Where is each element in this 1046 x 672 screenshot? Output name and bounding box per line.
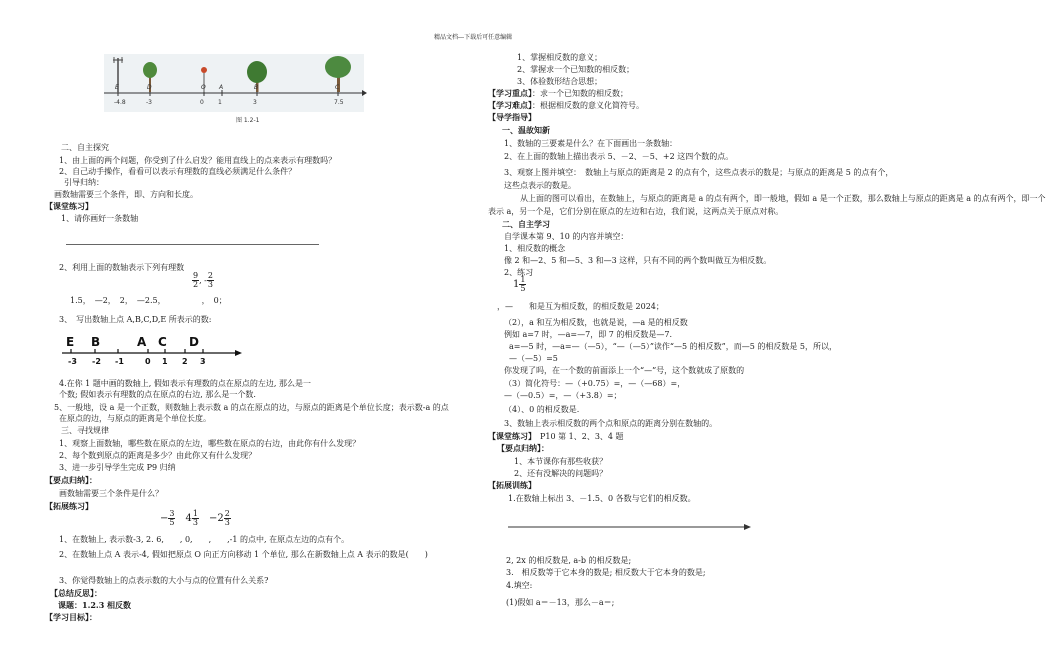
key-points-heading: 【要点归纳】： xyxy=(45,475,97,485)
axis-tick-label: -2 xyxy=(92,357,101,366)
practice-4b: 个数; 假如表示有理数的点在原点的右边, 那么是一个数. xyxy=(59,390,256,399)
figure-point-letter: B xyxy=(254,84,259,91)
summary-heading: 【总结反思】： xyxy=(50,588,102,598)
example-3: —（—5）=5 xyxy=(509,354,558,363)
practice-3: 3、 写出数轴上点 A,B,C,D,E 所表示的数: xyxy=(59,315,212,324)
axis-tick-label: 2 xyxy=(182,357,188,366)
exercise-1: ，— 和是互为相反数，的相反数是 2024； xyxy=(497,302,664,311)
question-1: 1、由上面的两个问题，你受到了什么启发？能用直线上的点来表示有理数吗？ xyxy=(59,156,337,165)
lesson-title: 课题：1.2.3 相反数 xyxy=(58,600,132,610)
guide-heading: 【导学指导】 xyxy=(488,112,536,122)
focus-line: 【学习重点】：求一个已知数的相反数； xyxy=(488,88,628,98)
figure-point-letter: O xyxy=(201,84,206,91)
exercise-heading: 2、练习 xyxy=(504,268,534,277)
axis-tick-label: 3 xyxy=(200,357,206,366)
practice-5a: 5、一般地，设 a 是一个正数，则数轴上表示数 a 的点在原点的边，与原点的距离是个单位长度；表示数-a 的点 xyxy=(54,403,449,412)
example-1: 例如 a=7 时，—a=—7，即 7 的相反数是—7. xyxy=(504,330,673,339)
axis-point-letter: D xyxy=(189,335,199,349)
negative-mixed-number: − 2 $\frac{2}{3}$ xyxy=(208,509,230,528)
rule-2: 2、每个数到原点的距离是多少？由此你又有什么发现？ xyxy=(59,451,257,460)
axis-point-letter: A xyxy=(137,335,147,349)
goals-heading: 【学习目标】： xyxy=(45,612,97,622)
key-points-text: 画数轴需要三个条件是什么？ xyxy=(59,489,163,498)
axis-tick-label: -3 xyxy=(68,357,77,366)
training-2: 2, 2x 的相反数是, a-b 的相反数是; xyxy=(506,556,632,565)
drawn-number-line xyxy=(66,244,319,245)
blank-number-line xyxy=(505,520,755,534)
number-line-abcde xyxy=(60,330,245,368)
reflection-2: 2、还有没解决的问题吗？ xyxy=(514,469,608,478)
rule-1: 1、观察上面数轴，哪些数在原点的左边，哪些数在原点的右边，由此你有什么发现？ xyxy=(59,439,361,448)
section-title: 二、自主学习 xyxy=(502,219,550,229)
page-header: 精品文档---下载后可任意编辑 xyxy=(434,34,513,41)
practice-1: 1、请你画好一条数轴 xyxy=(61,214,139,223)
concept-text: 像 2 和—2、5 和—5、3 和—3 这样，只有不同的两个数叫做互为相反数。 xyxy=(504,256,772,265)
fraction: $\frac{2}{3}$ xyxy=(207,271,213,290)
figure-point-value: -3 xyxy=(146,99,152,106)
rule-3: 3、进一步引导学生完成 P9 归纳 xyxy=(59,463,176,472)
practice-2-numbers: 1.5， —2， 2， —2.5， ， 0； xyxy=(70,296,227,305)
exercise-4: （4）、0 的相反数是. xyxy=(504,405,580,414)
concept-heading: 1、相反数的概念 xyxy=(504,244,566,253)
training-3: 3. 相反数等于它本身的数是; 相反数大于它本身的数是; xyxy=(506,568,706,577)
extension-2: 2、在数轴上点 A 表示-4, 假如把原点 O 向正方向移动 1 个单位, 那么在新数轴上点 A 表示的数是( ) xyxy=(59,550,428,559)
fraction-row xyxy=(160,510,231,528)
section-title: 三、寻找规律 xyxy=(61,426,109,435)
practice-line: 【课堂练习】 P10 第 1、2、3、4 题 xyxy=(488,431,624,441)
figure-point-value: 0 xyxy=(200,99,204,106)
difficulty-line: 【学习难点】：根据相反数的意义化简符号。 xyxy=(488,100,644,110)
fraction: $\frac{9}{2}$ xyxy=(193,271,199,290)
practice-2: 2、利用上面的数轴表示下列有理数 xyxy=(59,263,185,272)
section-title: 二、自主探究 xyxy=(61,143,109,152)
figure-point-letter: E xyxy=(115,84,119,91)
mixed-number: 4 $\frac{1}{3}$ xyxy=(185,509,198,528)
review-3a: 3、观察上图并填空： 数轴上与原点的距离是 2 的点有个，这些点表示的数是；与原点的距离是 5 的点有个， xyxy=(504,168,894,177)
separator-text: , - xyxy=(199,276,207,286)
axis-point-letter: C xyxy=(158,335,167,349)
figure-point-value: 1 xyxy=(218,99,222,106)
practice-5b: 在原点的边，与原点的距离是个单位长度。 xyxy=(59,414,211,423)
reflection-1: 1、本节课你有那些收获？ xyxy=(514,457,608,466)
figure-point-value: -4.8 xyxy=(114,99,126,106)
axis-tick-label: 0 xyxy=(145,357,151,366)
practice-heading: 【课堂练习】 xyxy=(45,201,93,211)
training-4a: (1)假如 a＝－13，那么－a＝; xyxy=(506,598,615,607)
example-2: a=—5 时，—a=—（—5），“—（—5）”读作“—5 的相反数”，而—5 的相反数是 5，所以， xyxy=(509,342,838,351)
review-2: 2、在上面的数轴上描出表示 5、－2、－5、+2 这四个数的点。 xyxy=(504,152,734,161)
extension-heading: 【拓展训练】 xyxy=(488,480,536,490)
training-4: 4.填空: xyxy=(506,581,533,590)
simplify-2: —（—0.5）=，—（+3.8）=； xyxy=(504,391,622,400)
extension-1: 1、在数轴上, 表示数-3, 2. 6, , 0, , ,-1 的点中, 在原点左边的点有个。 xyxy=(59,535,350,544)
self-study-intro: 自学课本第 9、10 的内容并填空： xyxy=(504,232,629,241)
axis-tick-label: -1 xyxy=(115,357,124,366)
figure-point-letter: C xyxy=(335,84,340,91)
review-3b: 这些点表示的数是。 xyxy=(504,181,576,190)
extension-3: 3、你觉得数轴上的点表示数的大小与点的位置有什么关系? xyxy=(59,576,269,585)
extension-heading: 【拓展练习】 xyxy=(45,501,93,511)
key-points-heading: 【要点归纳】： xyxy=(497,443,549,453)
number-line-figure xyxy=(100,52,370,127)
guide-label: 引导归纳： xyxy=(64,178,104,187)
discovery-text: 你发现了吗，在一个数的前面添上一个“—”号，这个数就成了原数的 xyxy=(504,366,745,375)
exercise-3: 3、数轴上表示相反数的两个点和原点的距离分别在数轴的。 xyxy=(504,419,718,428)
figure-point-value: 3 xyxy=(253,99,257,106)
axis-point-letter: B xyxy=(91,335,101,349)
figure-point-letter: A xyxy=(219,84,224,91)
goal-3: 3、体验数形结合思想； xyxy=(517,77,603,86)
exercise-2: （2），a 和互为相反数，也就是说，—a 是的相反数 xyxy=(504,318,688,327)
figure-point-letter: D xyxy=(147,84,152,91)
question-2: 2、自己动手操作，看看可以表示有理数的直线必须满足什么条件？ xyxy=(59,167,297,176)
training-1: 1.在数轴上标出 3、－1.5、0 各数与它们的相反数。 xyxy=(508,494,696,503)
review-1: 1、数轴的三要素是什么？在下面画出一条数轴： xyxy=(504,139,678,148)
negative-fraction: − $\frac{3}{5}$ xyxy=(160,509,175,528)
simplify-1: （3）简化符号：—（+0.75）=，—（—68）=， xyxy=(504,379,686,388)
figure-point-value: 7.5 xyxy=(334,99,344,106)
fraction-group xyxy=(192,272,214,290)
goal-2: 2、掌握求一个已知数的相反数； xyxy=(517,65,635,74)
review-3d: 表示 a，另一个是，它们分别在原点的左边和右边，我们说，这两点关于原点对称。 xyxy=(488,207,784,216)
goal-1: 1、掌握相反数的意义； xyxy=(517,53,603,62)
practice-4a: 4.在你 1 题中画的数轴上, 假如表示有理数的点在原点的左边, 那么是一 xyxy=(59,379,311,388)
axis-tick-label: 1 xyxy=(162,357,168,366)
figure-caption: 图 1.2-1 xyxy=(236,117,260,124)
mixed-number: 1 $\frac{1}{5}$ xyxy=(513,275,526,294)
axis-point-letter: E xyxy=(66,335,75,349)
guide-text: 画数轴需要三个条件，即、方向和长度。 xyxy=(54,190,198,199)
review-3c: 从上面的图可以看出，在数轴上，与原点的距离是 a 的点有两个，即一般地，假如 a 是一个正数，那么数轴上与原点的距离是 a 的点有两个，即一个 xyxy=(520,194,1046,203)
section-title: 一、温故知新 xyxy=(502,125,550,135)
